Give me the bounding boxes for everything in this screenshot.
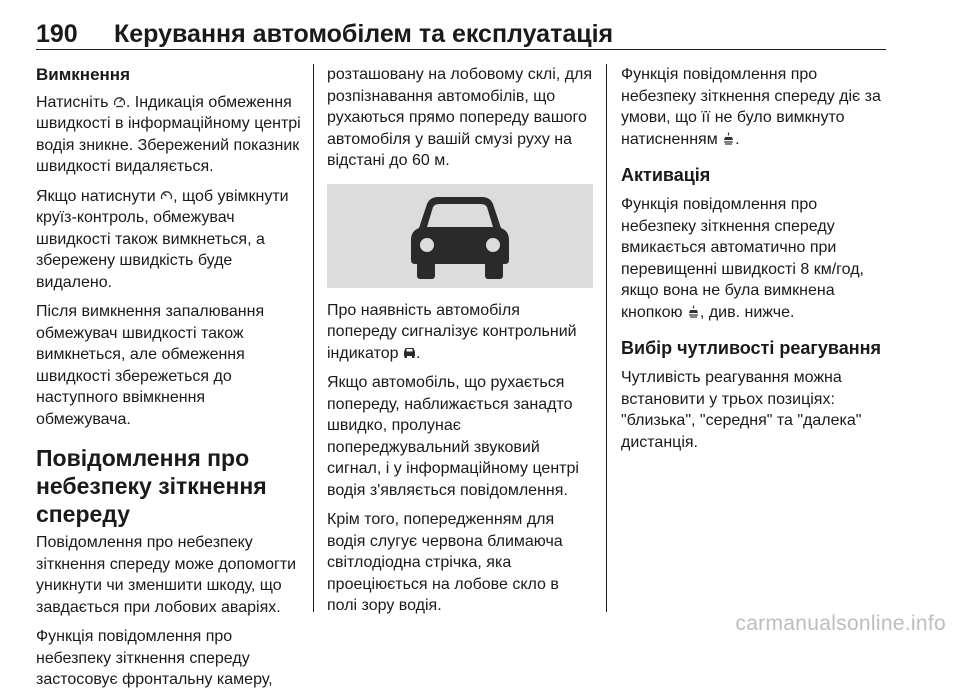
column-divider-2: [606, 64, 607, 612]
text: Про наявність автомобіля попереду сигналізує контрольний індикатор: [327, 301, 577, 362]
subheading-switch-off: Вимкнення: [36, 65, 130, 84]
paragraph: Функція повідомлення про небезпеку зіткнення спереду застосовує фронтальну камеру,: [36, 628, 273, 688]
heading-forward-collision-alert: Повідомлення про небезпеку зіткнення спереду: [36, 445, 267, 527]
paragraph: [36, 186, 304, 294]
text: Функція повідомлення про небезпеку зіткнення спереду вмикається автоматично при перевищенні швидкості 8 км/год, якщо вона не була вимкнена кнопкою: [621, 196, 864, 321]
text: Натисніть: [36, 93, 113, 111]
page-header: [36, 20, 886, 50]
heading-activation: Активація: [621, 165, 711, 185]
running-title: Керування автомобілем та експлуатація: [114, 20, 614, 48]
paragraph: Після вимкнення запалювання обмежувач швидкості також вимкнеться, але обмеження швидкості збережеться до наступного ввімкнення обмежувача.: [36, 303, 265, 428]
column-divider-1: [313, 64, 314, 612]
vehicle-ahead-icon: [409, 194, 511, 280]
watermark: carmanualsonline.info: [735, 612, 946, 635]
paragraph: Повідомлення про небезпеку зіткнення спереду може допомогти уникнути чи зменшити шкоду, що завдається при лобових аваріях.: [36, 534, 297, 616]
text: . Індикація обмеження швидкості в інформаційному центрі водія зникне. Збережений показник швидкості видаляється.: [36, 93, 301, 175]
page-number: 190: [36, 20, 78, 48]
paragraph: Чутливість реагування можна встановити у трьох позиціях: "близька", "середня" та "далека" дистанція.: [621, 369, 862, 451]
paragraph: [36, 92, 304, 178]
paragraph: розташовану на лобовому склі, для розпізнавання автомобілів, що рухаються прямо попереду вашого автомобіля у вашій смузі руху на відстані до 60 м.: [327, 66, 593, 169]
text: , щоб увімкнути круїз-контроль, обмежувач швидкості також вимкнеться, а збережену швидкість буде видалено.: [36, 187, 289, 291]
speed-limiter-icon: [113, 93, 126, 106]
vehicle-ahead-figure: [327, 184, 593, 288]
vehicle-ahead-small-icon: [403, 344, 416, 357]
cruise-control-icon: [160, 187, 173, 200]
paragraph: [327, 300, 593, 365]
collision-alert-button-icon: [687, 303, 700, 316]
text: .: [415, 344, 421, 362]
paragraph: Якщо автомобіль, що рухається попереду, наближається занадто швидко, пролунає попереджувальний звуковий сигнал, і у інформаційному центрі водія з'являється повідомлення.: [327, 374, 579, 499]
column-3: [621, 64, 891, 461]
heading-sensitivity: Вибір чутливості реагування: [621, 338, 881, 358]
collision-alert-button-icon: [722, 130, 735, 143]
text: .: [735, 130, 740, 148]
text: Функція повідомлення про небезпеку зіткнення спереду діє за умови, що її не було вимкнуто натисненням: [621, 66, 881, 148]
column-1: [36, 64, 304, 699]
header-rule: [36, 49, 886, 50]
paragraph: [621, 64, 891, 150]
text: , див. нижче.: [699, 303, 795, 321]
text: Якщо натиснути: [36, 187, 161, 205]
paragraph: [621, 194, 891, 323]
paragraph: Крім того, попередженням для водія слугує червона блимаюча світлодіодна стрічка, яка проеціюється на лобове скло в полі зору водія.: [327, 511, 563, 614]
column-2: [327, 64, 593, 625]
